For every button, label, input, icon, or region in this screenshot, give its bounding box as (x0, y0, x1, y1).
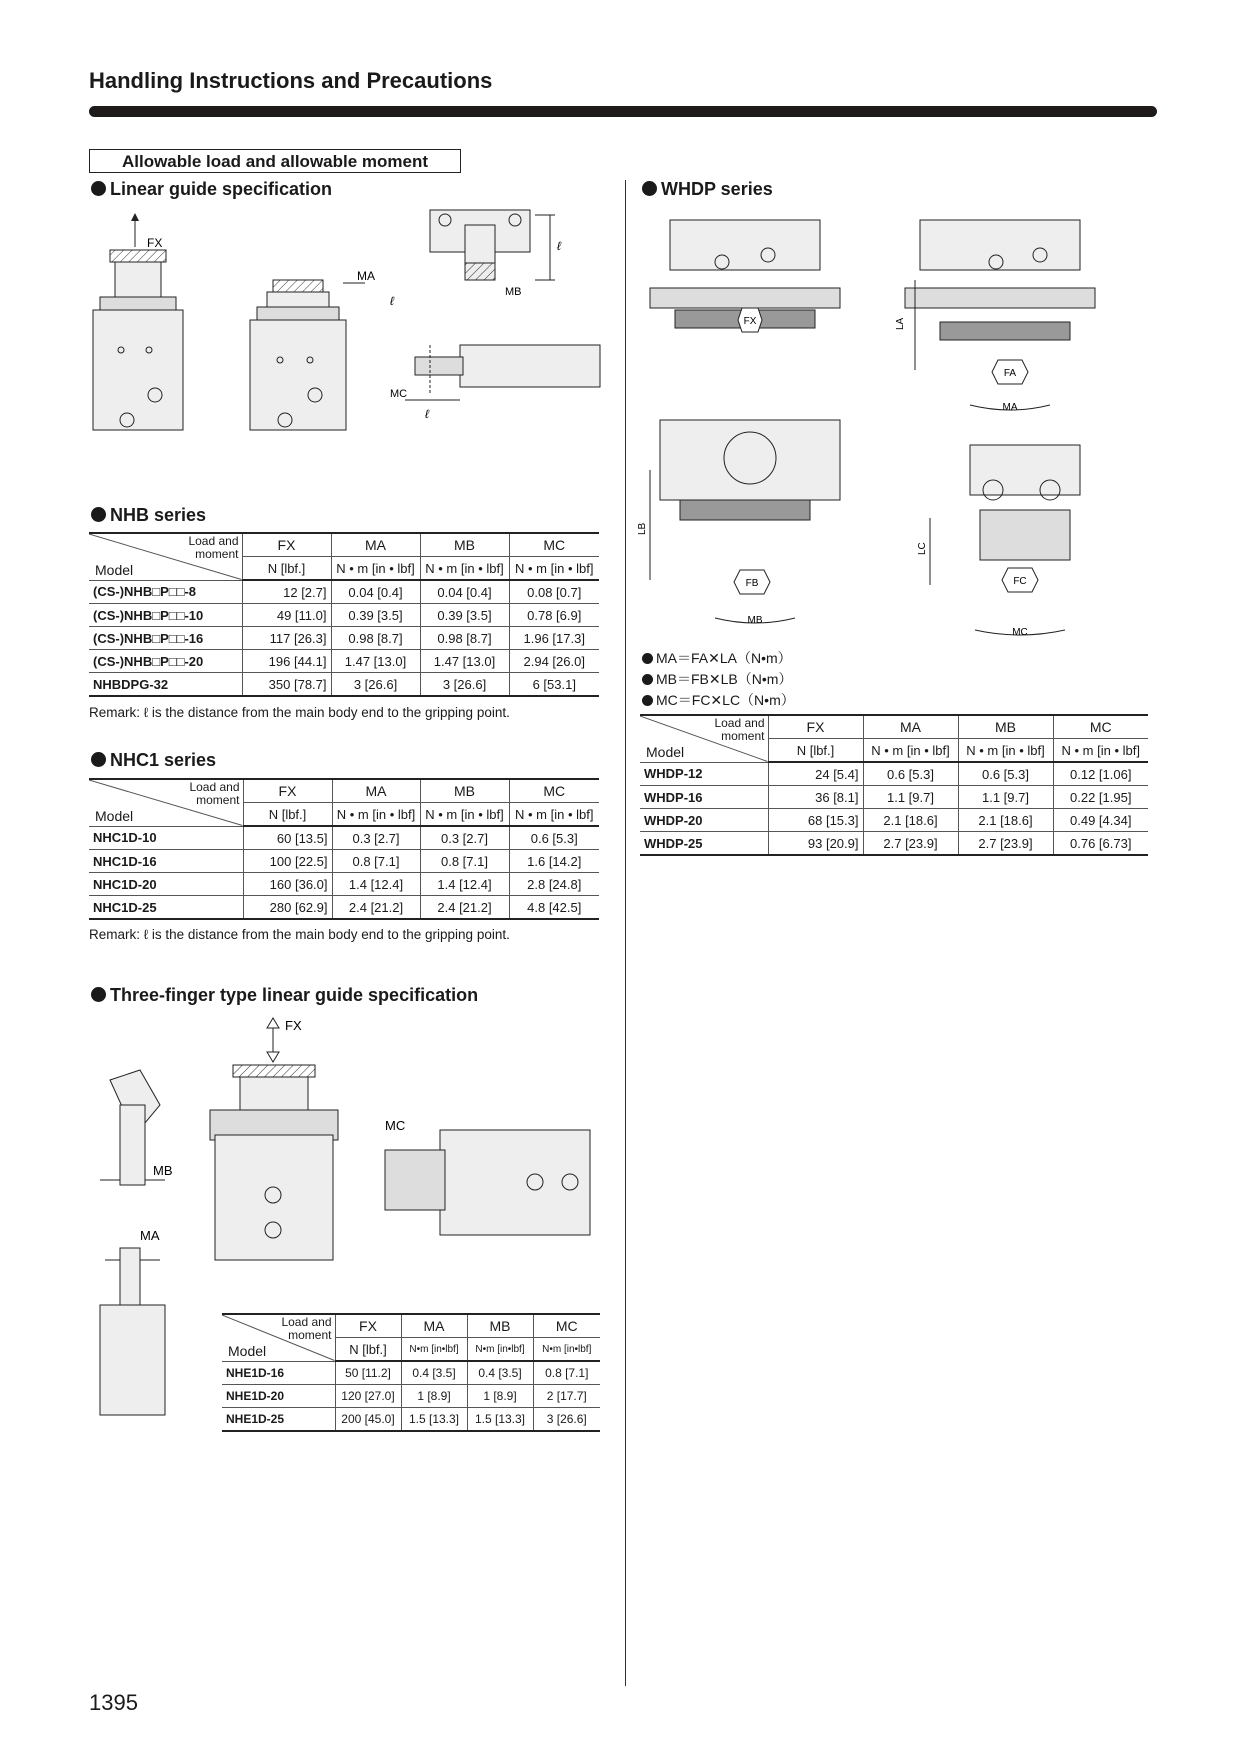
svg-text:MC: MC (1012, 627, 1028, 638)
col-ma: MA (332, 779, 420, 803)
svg-text:MB: MB (153, 1163, 173, 1178)
col-mc: MC (533, 1314, 600, 1338)
nhc1-remark: Remark: ℓ is the distance from the main body end to the gripping point. (89, 927, 510, 942)
load-and-label: Load and (188, 534, 239, 548)
col-mb: MB (467, 1314, 533, 1338)
bullet-icon (642, 695, 653, 706)
svg-text:ℓ: ℓ (425, 407, 429, 421)
table-row: NHE1D-16 50 [11.2] 0.4 [3.5] 0.4 [3.5] 0.8 [7.1] (222, 1361, 600, 1385)
unit-mc: N • m [in • lbf] (1053, 739, 1148, 763)
corner-cell (222, 1314, 335, 1361)
page-number: 1395 (89, 1690, 138, 1715)
section-title: Allowable load and allowable moment (89, 149, 461, 173)
unit-ma: N • m [in • lbf] (863, 739, 958, 763)
col-mc: MC (1053, 715, 1148, 739)
unit-ma: N • m [in • lbf] (331, 557, 420, 581)
svg-text:MC: MC (385, 1118, 406, 1133)
corner-cell (640, 715, 768, 762)
model-label: Model (95, 807, 134, 824)
svg-text:FA: FA (1003, 368, 1017, 379)
linear-guide-figure (85, 195, 625, 470)
load-and-label: Load and (714, 716, 765, 730)
whdp-table (640, 714, 1148, 856)
svg-text:LA: LA (895, 317, 906, 330)
unit-mb: N • m [in • lbf] (958, 739, 1053, 763)
table-header-row (89, 533, 599, 557)
nhb-remark: Remark: ℓ is the distance from the main body end to the gripping point. (89, 705, 510, 720)
moment-label: moment (195, 547, 239, 561)
heading-nhc1-text: NHC1 series (110, 750, 217, 770)
moment-label: moment (196, 793, 240, 807)
title-rule (89, 106, 1157, 117)
col-mc: MC (509, 533, 599, 557)
bullet-icon (91, 752, 106, 767)
table-row: (CS-)NHB□P□□-20 196 [44.1] 1.47 [13.0] 1.47 [13.0] 2.94 [26.0] (89, 650, 599, 673)
svg-text:MB: MB (747, 615, 763, 626)
model-label: Model (95, 561, 134, 578)
heading-three-finger-text: Three-finger type linear guide specification (110, 985, 479, 1005)
formula-mc: MC＝FC✕LC（N•m） (642, 690, 795, 710)
unit-ma: N • m [in • lbf] (332, 803, 420, 827)
model-label: Model (228, 1342, 267, 1359)
bullet-icon (642, 674, 653, 685)
table-row: NHC1D-25 280 [62.9] 2.4 [21.2] 2.4 [21.2] 4.8 [42.5] (89, 896, 599, 920)
col-ma: MA (401, 1314, 467, 1338)
formula-ma: MA＝FA✕LA（N•m） (642, 648, 792, 668)
table-row: WHDP-25 93 [20.9] 2.7 [23.9] 2.7 [23.9] 0.76 [6.73] (640, 832, 1148, 856)
table-row: NHE1D-25 200 [45.0] 1.5 [13.3] 1.5 [13.3] 3 [26.6] (222, 1408, 600, 1432)
col-fx: FX (243, 779, 332, 803)
heading-nhc1 (91, 750, 216, 771)
moment-label: moment (288, 1328, 332, 1342)
table-row: NHC1D-10 60 [13.5] 0.3 [2.7] 0.3 [2.7] 0.6 [5.3] (89, 826, 599, 850)
table-row: NHE1D-20 120 [27.0] 1 [8.9] 1 [8.9] 2 [17.7] (222, 1385, 600, 1408)
nhe-table (222, 1313, 600, 1432)
table-row: (CS-)NHB□P□□-8 12 [2.7] 0.04 [0.4] 0.04 [0.4] 0.08 [0.7] (89, 580, 599, 604)
moment-label: moment (721, 729, 765, 743)
unit-mb: N•m [in•lbf] (467, 1338, 533, 1362)
table-row: WHDP-12 24 [5.4] 0.6 [5.3] 0.6 [5.3] 0.12 [1.06] (640, 762, 1148, 786)
table-row: NHC1D-16 100 [22.5] 0.8 [7.1] 0.8 [7.1] 1.6 [14.2] (89, 850, 599, 873)
svg-text:ℓ: ℓ (390, 294, 394, 308)
col-mb: MB (420, 533, 509, 557)
unit-mc: N • m [in • lbf] (509, 557, 599, 581)
bullet-icon (642, 181, 657, 196)
page-title: Handling Instructions and Precautions (89, 68, 493, 93)
svg-text:ℓ: ℓ (557, 239, 561, 253)
table-row: NHBDPG-32 350 [78.7] 3 [26.6] 3 [26.6] 6 [53.1] (89, 673, 599, 697)
svg-text:FX: FX (147, 236, 163, 250)
table-header-row (89, 779, 599, 803)
col-mc: MC (509, 779, 599, 803)
load-and-label: Load and (281, 1315, 332, 1329)
formula-mb: MB＝FB✕LB（N•m） (642, 669, 792, 689)
svg-text:LB: LB (637, 522, 648, 535)
col-mb: MB (958, 715, 1053, 739)
table-row: WHDP-20 68 [15.3] 2.1 [18.6] 2.1 [18.6] 0.49 [4.34] (640, 809, 1148, 832)
svg-text:LC: LC (917, 542, 928, 555)
svg-text:FX: FX (285, 1018, 302, 1033)
table-header-row (222, 1314, 600, 1338)
svg-text:MC: MC (390, 388, 408, 400)
heading-linear-guide-text: Linear guide specification (110, 179, 333, 199)
col-ma: MA (863, 715, 958, 739)
svg-text:FB: FB (745, 578, 759, 589)
heading-whdp-text: WHDP series (661, 179, 773, 199)
unit-ma: N•m [in•lbf] (401, 1338, 467, 1362)
table-row: (CS-)NHB□P□□-16 117 [26.3] 0.98 [8.7] 0.98 [8.7] 1.96 [17.3] (89, 627, 599, 650)
heading-whdp (642, 179, 773, 200)
nhc1-table (89, 778, 599, 920)
bullet-icon (91, 181, 106, 196)
col-ma: MA (331, 533, 420, 557)
load-and-label: Load and (189, 780, 240, 794)
bullet-icon (91, 507, 106, 522)
svg-text:MB: MB (505, 286, 522, 298)
svg-text:FC: FC (1013, 576, 1027, 587)
col-mb: MB (420, 779, 509, 803)
table-row: (CS-)NHB□P□□-10 49 [11.0] 0.39 [3.5] 0.39 [3.5] 0.78 [6.9] (89, 604, 599, 627)
column-divider (625, 180, 626, 1686)
corner-cell (89, 779, 243, 826)
unit-mc: N•m [in•lbf] (533, 1338, 600, 1362)
unit-fx: N [lbf.] (768, 739, 863, 763)
table-row: NHC1D-20 160 [36.0] 1.4 [12.4] 1.4 [12.4] 2.8 [24.8] (89, 873, 599, 896)
unit-fx: N [lbf.] (243, 803, 332, 827)
unit-mb: N • m [in • lbf] (420, 803, 509, 827)
col-fx: FX (768, 715, 863, 739)
unit-fx: N [lbf.] (242, 557, 331, 581)
heading-nhb-text: NHB series (110, 505, 207, 525)
nhb-table (89, 532, 599, 697)
corner-cell (89, 533, 242, 580)
col-fx: FX (242, 533, 331, 557)
col-fx: FX (335, 1314, 401, 1338)
heading-three-finger (91, 985, 478, 1006)
svg-text:MA: MA (357, 269, 375, 283)
svg-text:MA: MA (1002, 402, 1018, 413)
bullet-icon (91, 987, 106, 1002)
svg-text:FX: FX (743, 316, 757, 327)
bullet-icon (642, 653, 653, 664)
unit-mb: N • m [in • lbf] (420, 557, 509, 581)
unit-mc: N • m [in • lbf] (509, 803, 599, 827)
heading-nhb (91, 505, 206, 526)
model-label: Model (646, 743, 685, 760)
table-header-row (640, 715, 1148, 739)
unit-fx: N [lbf.] (335, 1338, 401, 1362)
svg-text:MA: MA (140, 1228, 160, 1243)
table-row: WHDP-16 36 [8.1] 1.1 [9.7] 1.1 [9.7] 0.22 [1.95] (640, 786, 1148, 809)
whdp-figure (637, 200, 1160, 650)
